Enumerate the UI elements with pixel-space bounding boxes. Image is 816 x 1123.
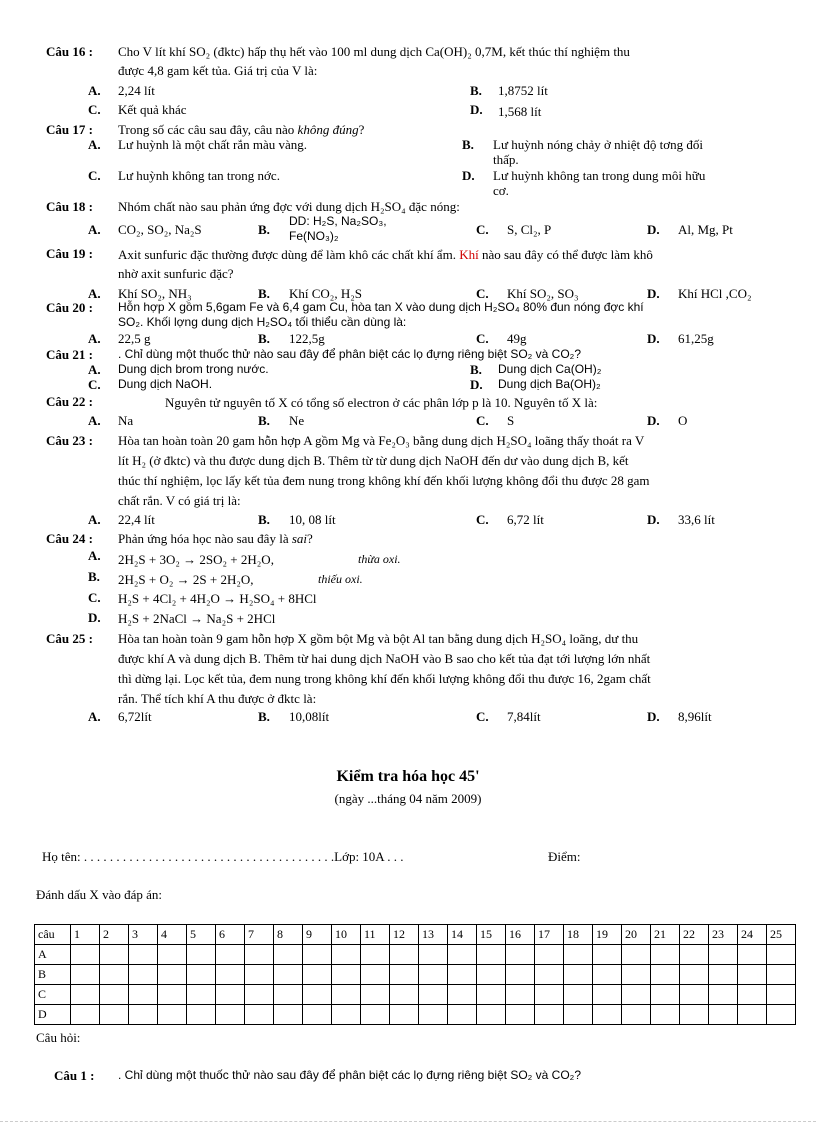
answer-cell[interactable]: [303, 985, 332, 1005]
question-label: Câu 17 :: [46, 122, 93, 137]
option-text: 1,8752 lít: [498, 83, 548, 98]
grid-column-number: 5: [187, 925, 216, 945]
answer-cell[interactable]: [216, 945, 245, 965]
question-label: Câu 25 :: [46, 631, 93, 646]
grid-column-number: 3: [129, 925, 158, 945]
grid-header-cell: câu: [35, 925, 71, 945]
grid-column-number: 17: [535, 925, 564, 945]
option-text: Lư huỳnh không tan trong nớc.: [118, 168, 280, 183]
question-text: được khí A và dung dịch B. Thêm từ hai dung dịch NaOH vào B sao cho kết tủa đạt tới lượng lớn nhất: [118, 651, 651, 666]
option-text: Fe(NO₃)₂: [289, 229, 339, 243]
question-text: nhờ axit sunfuric đặc?: [118, 266, 234, 281]
option-text: Lư huỳnh không tan trong dung môi hữu: [493, 168, 706, 183]
answer-grid: [34, 924, 796, 1025]
grid-answer-row: [35, 965, 796, 985]
option-text: 2,24 lít: [118, 83, 155, 98]
answer-cell[interactable]: [274, 1005, 303, 1025]
answer-cell[interactable]: [680, 1005, 709, 1025]
equation: H₂S + 4Cl₂ + 4H₂O → H₂SO₄ + 8HCl: [118, 591, 317, 606]
question-label: Câu 18 :: [46, 199, 93, 214]
answer-cell[interactable]: [738, 965, 767, 985]
option-text: 6,72 lít: [507, 512, 544, 527]
answer-cell[interactable]: [158, 985, 187, 1005]
question-text: rắn. Thể tích khí A thu được ở đktc là:: [118, 691, 317, 706]
equation-note: thiếu oxi.: [318, 572, 363, 586]
option-text: Khí SO₂, SO₃: [507, 286, 579, 301]
answer-cell[interactable]: [158, 945, 187, 965]
option-text: O: [678, 413, 688, 428]
option-letter: A.: [88, 512, 101, 527]
answer-cell[interactable]: [361, 965, 390, 985]
grid-row-letter: A: [35, 945, 71, 965]
grid-answer-row: [35, 1005, 796, 1025]
question-text: Nhóm chất nào sau phản ứng đợc với dung dịch H₂SO₄ đặc nóng:: [118, 199, 460, 214]
answer-cell[interactable]: [245, 985, 274, 1005]
answer-cell[interactable]: [245, 945, 274, 965]
question-label: Câu 22 :: [46, 394, 93, 409]
grid-column-number: 20: [622, 925, 651, 945]
option-letter: C.: [476, 222, 489, 237]
grid-column-number: 24: [738, 925, 767, 945]
option-letter: C.: [476, 286, 489, 301]
answer-cell[interactable]: [419, 945, 448, 965]
answer-cell[interactable]: [593, 1005, 622, 1025]
option-letter: B.: [258, 286, 270, 301]
equation: 2H₂S + 3O₂ → 2SO₂ + 2H₂O,: [118, 552, 274, 567]
grid-column-number: 11: [361, 925, 390, 945]
question-text: chất rắn. V có giá trị là:: [118, 493, 241, 508]
answer-cell[interactable]: [187, 985, 216, 1005]
option-letter: A.: [88, 83, 101, 98]
option-letter: B.: [258, 512, 270, 527]
option-text: Al, Mg, Pt: [678, 222, 733, 237]
answer-cell[interactable]: [419, 985, 448, 1005]
grid-column-number: 18: [564, 925, 593, 945]
answer-cell[interactable]: [158, 1005, 187, 1025]
grid-row-letter: B: [35, 965, 71, 985]
option-text: Dung dịch Ca(OH)₂: [498, 362, 602, 376]
option-text: Khí SO₂, NH₃: [118, 286, 192, 301]
option-text: Lư huỳnh là một chất rắn màu vàng.: [118, 137, 307, 152]
answer-cell[interactable]: [361, 1005, 390, 1025]
answer-cell[interactable]: [448, 1005, 477, 1025]
option-text: Khí HCl ,CO₂: [678, 286, 752, 301]
option-letter: D.: [470, 377, 483, 392]
option-letter: B.: [470, 83, 482, 98]
option-letter: B.: [258, 331, 270, 346]
question-text: thúc thí nghiệm, lọc lấy kết tủa đem nung trong không khí đến khối lượng không đổi thu được 28 gam: [118, 473, 650, 488]
option-letter: C.: [88, 377, 101, 392]
grid-column-number: 2: [100, 925, 129, 945]
option-letter: D.: [647, 222, 660, 237]
option-letter: A.: [88, 413, 101, 428]
option-letter: D.: [647, 512, 660, 527]
grid-answer-row: [35, 985, 796, 1005]
answer-cell[interactable]: [680, 965, 709, 985]
answer-cell[interactable]: [564, 1005, 593, 1025]
option-text: 8,96lít: [678, 709, 712, 724]
question-text: lít H₂ (ở đktc) và thu được dung dịch B. Thêm từ từ dung dịch NaOH đến dư vào dung dịch B, kết: [118, 453, 629, 468]
answer-cell[interactable]: [71, 985, 100, 1005]
option-letter: A.: [88, 362, 101, 377]
answer-cell[interactable]: [361, 985, 390, 1005]
option-text: CO₂, SO₂, Na₂S: [118, 222, 202, 237]
score-label: Điểm:: [548, 849, 581, 864]
option-text: Lư huỳnh nóng chảy ở nhiệt độ tơng đối: [493, 137, 703, 152]
answer-cell[interactable]: [506, 965, 535, 985]
option-text: 22,5 g: [118, 331, 151, 346]
question-text: Axit sunfuric đặc thường được dùng để làm khô các chất khí ẩm. Khí nào sau đây có thể được làm khô: [118, 247, 653, 262]
option-text: S: [507, 413, 515, 428]
answer-cell[interactable]: [564, 945, 593, 965]
answer-cell[interactable]: [651, 1005, 680, 1025]
answer-cell[interactable]: [448, 965, 477, 985]
answer-cell[interactable]: [651, 965, 680, 985]
answer-cell[interactable]: [738, 1005, 767, 1025]
option-text: thấp.: [493, 152, 519, 167]
equation: 2H₂S + O₂ → 2S + 2H₂O,: [118, 572, 254, 587]
answer-cell[interactable]: [129, 1005, 158, 1025]
answer-cell[interactable]: [506, 1005, 535, 1025]
equation-note: thừa oxi.: [358, 552, 401, 566]
option-text: 6,72lít: [118, 709, 152, 724]
answer-cell[interactable]: [245, 965, 274, 985]
question-text: Nguyên tử nguyên tố X có tổng số electron ở các phân lớp p là 10. Nguyên tố X là:: [165, 395, 598, 410]
answer-cell[interactable]: [593, 945, 622, 965]
grid-column-number: 19: [593, 925, 622, 945]
answer-cell[interactable]: [709, 945, 738, 965]
answer-cell[interactable]: [100, 985, 129, 1005]
option-letter: C.: [476, 331, 489, 346]
question-text: Hòa tan hoàn toàn 20 gam hỗn hợp A gồm Mg và Fe₂O₃ bằng dung dịch H₂SO₄ loãng thấy thoát ra V: [118, 433, 645, 448]
question-text: Hỗn hợp X gồm 5,6gam Fe và 6,4 gam Cu, hòa tan X vào dung dịch H₂SO₄ 80% đun nóng đợc khí: [118, 300, 644, 314]
answer-cell[interactable]: [100, 965, 129, 985]
grid-column-number: 22: [680, 925, 709, 945]
answer-cell[interactable]: [216, 1005, 245, 1025]
option-text: Na: [118, 413, 134, 428]
answer-cell[interactable]: [709, 985, 738, 1005]
option-letter: A.: [88, 548, 101, 563]
grid-column-number: 16: [506, 925, 535, 945]
name-class-line: Họ tên: . . . . . . . . . . . . . . . . . . . . . . . . . . . . . . . . . . . . . . .Lớp: 10A . . .: [42, 849, 404, 864]
question-text: . Chỉ dùng một thuốc thử nào sau đây để phân biệt các lọ đựng riêng biệt SO₂ và CO₂?: [118, 1068, 581, 1082]
grid-column-number: 14: [448, 925, 477, 945]
answer-cell[interactable]: [738, 985, 767, 1005]
answer-cell[interactable]: [767, 1005, 796, 1025]
answer-cell[interactable]: [564, 985, 593, 1005]
option-text: 49g: [507, 331, 527, 346]
answer-cell[interactable]: [332, 945, 361, 965]
grid-column-number: 8: [274, 925, 303, 945]
answer-cell[interactable]: [390, 985, 419, 1005]
question-text: . Chỉ dùng một thuốc thử nào sau đây để phân biệt các lọ đựng riêng biệt SO₂ và CO₂?: [118, 347, 581, 361]
question-label: Câu 20 :: [46, 300, 93, 315]
answer-cell[interactable]: [477, 945, 506, 965]
grid-header-row: [35, 925, 796, 945]
answer-cell[interactable]: [477, 965, 506, 985]
option-letter: A.: [88, 709, 101, 724]
answer-cell[interactable]: [390, 1005, 419, 1025]
answer-cell[interactable]: [622, 965, 651, 985]
question-label: Câu 16 :: [46, 44, 93, 59]
grid-column-number: 10: [332, 925, 361, 945]
answer-cell[interactable]: [187, 1005, 216, 1025]
answer-cell[interactable]: [100, 945, 129, 965]
answer-cell[interactable]: [622, 945, 651, 965]
option-text: Kết quả khác: [118, 102, 187, 117]
grid-answer-row: [35, 945, 796, 965]
answer-cell[interactable]: [767, 985, 796, 1005]
answer-cell[interactable]: [535, 945, 564, 965]
answer-cell[interactable]: [738, 945, 767, 965]
answer-cell[interactable]: [129, 965, 158, 985]
option-letter: C.: [88, 168, 101, 183]
question-label: Câu 24 :: [46, 531, 93, 546]
option-letter: D.: [462, 168, 475, 183]
answer-cell[interactable]: [332, 985, 361, 1005]
questions-label: Câu hỏi:: [36, 1030, 81, 1045]
answer-cell[interactable]: [274, 985, 303, 1005]
option-letter: A.: [88, 286, 101, 301]
answer-cell[interactable]: [303, 965, 332, 985]
answer-cell[interactable]: [448, 985, 477, 1005]
answer-cell[interactable]: [303, 1005, 332, 1025]
question-text: Trong số các câu sau đây, câu nào không đúng?: [118, 122, 365, 137]
answer-cell[interactable]: [158, 965, 187, 985]
answer-cell[interactable]: [709, 965, 738, 985]
answer-cell[interactable]: [419, 1005, 448, 1025]
question-text: được 4,8 gam kết tủa. Giá trị của V là:: [118, 63, 318, 78]
answer-cell[interactable]: [564, 965, 593, 985]
answer-cell[interactable]: [709, 1005, 738, 1025]
option-text: 1,568 lít: [498, 104, 542, 119]
option-text: 7,84lít: [507, 709, 541, 724]
answer-cell[interactable]: [100, 1005, 129, 1025]
answer-cell[interactable]: [274, 965, 303, 985]
option-letter: C.: [88, 590, 101, 605]
option-text: Dung dịch Ba(OH)₂: [498, 377, 601, 391]
answer-cell[interactable]: [419, 965, 448, 985]
answer-cell[interactable]: [767, 965, 796, 985]
option-letter: C.: [476, 413, 489, 428]
answer-cell[interactable]: [477, 985, 506, 1005]
option-letter: B.: [470, 362, 482, 377]
answer-cell[interactable]: [361, 945, 390, 965]
answer-cell[interactable]: [216, 965, 245, 985]
option-text: Dung dịch brom trong nước.: [118, 362, 269, 376]
option-text: Dung dịch NaOH.: [118, 377, 213, 391]
question-text: Phản ứng hóa học nào sau đây là sai?: [118, 531, 313, 546]
option-letter: D.: [647, 709, 660, 724]
option-letter: B.: [258, 413, 270, 428]
grid-column-number: 9: [303, 925, 332, 945]
option-letter: D.: [470, 102, 483, 117]
answer-cell[interactable]: [448, 945, 477, 965]
answer-cell[interactable]: [593, 985, 622, 1005]
answer-cell[interactable]: [187, 965, 216, 985]
option-text: 22,4 lít: [118, 512, 155, 527]
option-letter: B.: [88, 569, 100, 584]
grid-column-number: 21: [651, 925, 680, 945]
answer-cell[interactable]: [680, 945, 709, 965]
question-label: Câu 21 :: [46, 347, 93, 362]
option-letter: D.: [647, 331, 660, 346]
option-text: 10, 08 lít: [289, 512, 336, 527]
question-label: Câu 1 :: [54, 1068, 95, 1083]
grid-column-number: 15: [477, 925, 506, 945]
option-letter: B.: [258, 709, 270, 724]
question-text: Cho V lít khí SO₂ (đktc) hấp thụ hết vào 100 ml dung dịch Ca(OH)₂ 0,7M, kết thúc thí nghiệm thu: [118, 44, 630, 59]
option-text: 10,08lít: [289, 709, 330, 724]
option-text: S, Cl₂, P: [507, 222, 552, 237]
answer-cell[interactable]: [593, 965, 622, 985]
answer-cell[interactable]: [477, 1005, 506, 1025]
question-text: SO₂. Khối lợng dung dịch H₂SO₄ tối thiểu cần dùng là:: [118, 315, 407, 329]
answer-cell[interactable]: [245, 1005, 274, 1025]
option-letter: C.: [88, 102, 101, 117]
option-text: cơ.: [493, 183, 509, 198]
exam-date: (ngày ...tháng 04 năm 2009): [334, 791, 482, 806]
answer-cell[interactable]: [651, 985, 680, 1005]
question-label: Câu 19 :: [46, 246, 93, 261]
answer-cell[interactable]: [216, 985, 245, 1005]
answer-cell[interactable]: [390, 945, 419, 965]
grid-column-number: 4: [158, 925, 187, 945]
answer-cell[interactable]: [535, 985, 564, 1005]
answer-cell[interactable]: [129, 985, 158, 1005]
question-label: Câu 23 :: [46, 433, 93, 448]
page-break-line: [0, 1121, 816, 1122]
answer-cell[interactable]: [680, 985, 709, 1005]
answer-cell[interactable]: [303, 945, 332, 965]
answer-cell[interactable]: [506, 945, 535, 965]
answer-cell[interactable]: [535, 1005, 564, 1025]
exam-title: Kiểm tra hóa học 45': [336, 768, 480, 785]
instruction: Đánh dấu X vào đáp án:: [36, 887, 162, 902]
option-letter: A.: [88, 137, 101, 152]
option-letter: C.: [476, 512, 489, 527]
answer-cell[interactable]: [274, 945, 303, 965]
answer-cell[interactable]: [622, 985, 651, 1005]
option-letter: A.: [88, 222, 101, 237]
option-text: 33,6 lít: [678, 512, 715, 527]
equation: H₂S + 2NaCl → Na₂S + 2HCl: [118, 611, 276, 626]
option-letter: B.: [462, 137, 474, 152]
option-text: DD: H₂S, Na₂SO₃,: [289, 214, 387, 228]
grid-row-letter: C: [35, 985, 71, 1005]
option-letter: C.: [476, 709, 489, 724]
grid-column-number: 12: [390, 925, 419, 945]
answer-cell[interactable]: [767, 945, 796, 965]
option-text: Khí CO₂, H₂S: [289, 286, 362, 301]
answer-cell[interactable]: [71, 945, 100, 965]
grid-row-letter: D: [35, 1005, 71, 1025]
answer-cell[interactable]: [129, 945, 158, 965]
answer-cell[interactable]: [506, 985, 535, 1005]
answer-cell[interactable]: [71, 965, 100, 985]
question-text: Hòa tan hoàn toàn 9 gam hỗn hợp X gồm bột Mg và bột Al tan bằng dung dịch H₂SO₄ loãng, dư thu: [118, 631, 639, 646]
option-letter: A.: [88, 331, 101, 346]
option-letter: D.: [88, 610, 101, 625]
grid-column-number: 23: [709, 925, 738, 945]
grid-column-number: 1: [71, 925, 100, 945]
answer-cell[interactable]: [622, 1005, 651, 1025]
answer-cell[interactable]: [390, 965, 419, 985]
answer-cell[interactable]: [535, 965, 564, 985]
answer-cell[interactable]: [651, 945, 680, 965]
answer-cell[interactable]: [187, 945, 216, 965]
option-letter: B.: [258, 222, 270, 237]
option-letter: D.: [647, 413, 660, 428]
grid-column-number: 7: [245, 925, 274, 945]
option-text: 61,25g: [678, 331, 714, 346]
option-letter: D.: [647, 286, 660, 301]
option-text: Ne: [289, 413, 305, 428]
answer-cell[interactable]: [71, 1005, 100, 1025]
option-text: 122,5g: [289, 331, 325, 346]
question-text: thì dừng lại. Lọc kết tủa, đem nung trong không khí đến khối lượng không đổi thu được 16, 2gam chất: [118, 671, 651, 686]
answer-cell[interactable]: [332, 965, 361, 985]
grid-column-number: 25: [767, 925, 796, 945]
grid-column-number: 13: [419, 925, 448, 945]
answer-cell[interactable]: [332, 1005, 361, 1025]
grid-column-number: 6: [216, 925, 245, 945]
